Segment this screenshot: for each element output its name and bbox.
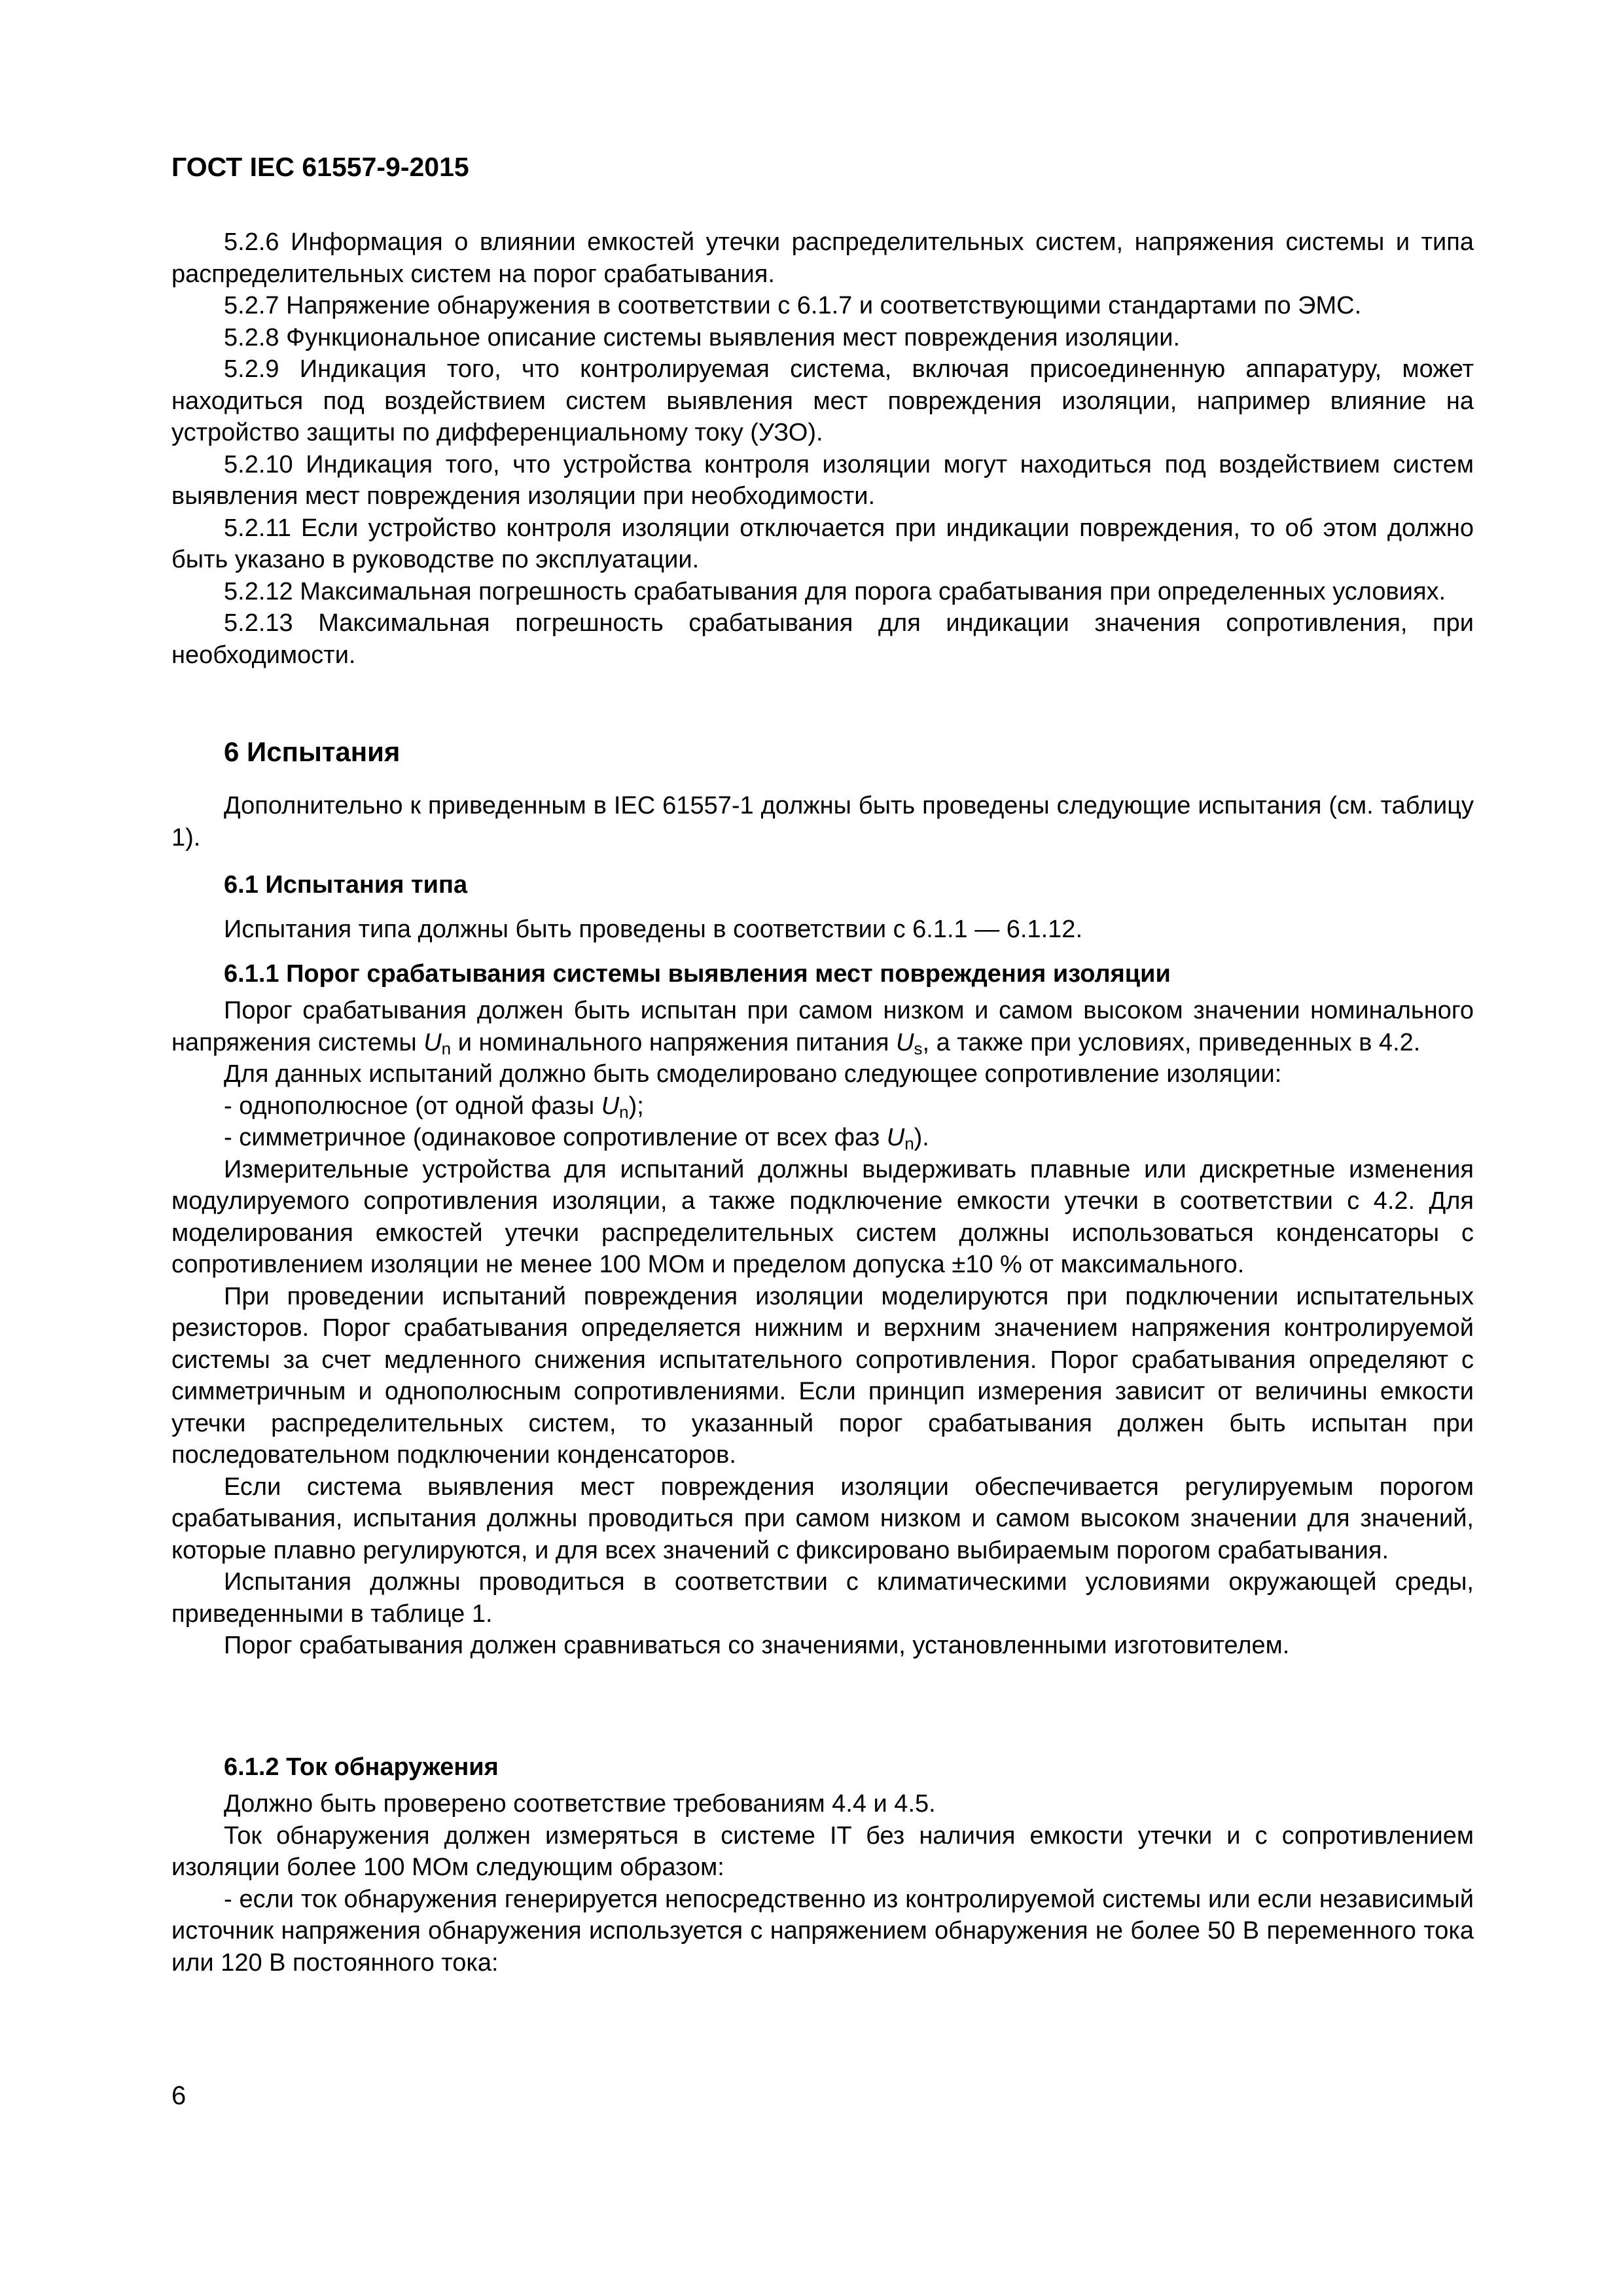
text-run: ).: [914, 1124, 929, 1151]
section-6-intro: Дополнительно к приведенным в IEC 61557-1 должны быть проведены следующие испытания (см. таблицу 1).: [171, 792, 1474, 852]
section-6-1-2: [171, 1751, 1474, 1783]
text-run: Порог срабатывания должен быть испытан при самом низком и самом высоком значении номинального напряжения системы: [171, 997, 1474, 1056]
section-6-1-2-title: 6.1.2 Ток обнаружения: [224, 1753, 499, 1781]
document-header: ГОСТ IEC 61557-9-2015: [171, 152, 469, 182]
section-6-1-1-p5: Измерительные устройства для испытаний должны выдерживать плавные или дискретные изменения модулируемого сопротивления изоляции, а также подключение емкости утечки в соответствии с 4.2. Для моделирования емкостей утечки распределительных систем должны использоваться конденсаторы с сопротивлением изоляции не менее 100 МОм и пределом допуска ±10 % от максимального.: [171, 1155, 1474, 1278]
subscript-n: n: [904, 1134, 914, 1153]
section-6-1-1-p4: [171, 1122, 1474, 1154]
paragraph-5-2-9: 5.2.9 Индикация того, что контролируемая система, включая присоединенную аппаратуру, может находиться под воздействием систем выявления мест повреждения изоляции, например влияние на устройство защиты по дифференциальному току (УЗО).: [171, 355, 1474, 446]
paragraph-5-2-8: 5.2.8 Функциональное описание системы выявления мест повреждения изоляции.: [224, 323, 1181, 351]
subscript-s: s: [914, 1038, 923, 1058]
section-6-1-1-title: 6.1.1 Порог срабатывания системы выявления мест повреждения изоляции: [224, 960, 1171, 988]
section-6-title: 6 Испытания: [224, 736, 401, 767]
section-6-1-2-p1: Должно быть проверено соответствие требованиям 4.4 и 4.5.: [224, 1790, 936, 1818]
section-6-1-text-block: [171, 914, 1474, 946]
section-6-1-1-p8: Испытания должны проводиться в соответствии с климатическими условиями окружающей среды, приведенными в таблице 1.: [171, 1568, 1474, 1628]
subscript-n: n: [619, 1102, 629, 1122]
section-6-1-1-p6: При проведении испытаний повреждения изоляции моделируются при подключении испытательных резисторов. Порог срабатывания определяется нижним и верхним значением напряжения контролируемой системы за счет медленного снижения испытательного сопротивления. Порог срабатывания определяют с симметричным и однополюсным сопротивлениями. Если принцип измерения зависит от величины емкости утечки распределительных систем, то указанный порог срабатывания должен быть испытан при последовательном подключении конденсаторов.: [171, 1282, 1474, 1469]
section-6-1: [171, 869, 1474, 901]
section-6-intro-block: [171, 790, 1474, 853]
text-run: - симметричное (одинаковое сопротивление от всех фаз: [224, 1124, 887, 1151]
page-number: 6: [171, 2081, 187, 2110]
section-6-1-2-p3: - если ток обнаружения генерируется непосредственно из контролируемой системы или если независимый источник напряжения обнаружения используется с напряжением обнаружения не более 50 В переменного тока или 120 В постоянного тока:: [171, 1885, 1474, 1977]
section-6-1-1-body: [171, 995, 1474, 1662]
paragraph-5-2-10: 5.2.10 Индикация того, что устройства контроля изоляции могут находиться под воздействием систем выявления мест повреждения изоляции при необходимости.: [171, 450, 1474, 510]
text-run: );: [628, 1092, 644, 1120]
subscript-n: n: [441, 1038, 452, 1058]
section-6: [171, 736, 1474, 768]
section-6-1-2-p2: Ток обнаружения должен измеряться в системе IT без наличия емкости утечки и с сопротивлением изоляции более 100 МОм следующим образом:: [171, 1821, 1474, 1881]
paragraph-5-2-6: 5.2.6 Информация о влиянии емкостей утечки распределительных систем, напряжения системы и типа распределительных систем на порог срабатывания.: [171, 228, 1474, 288]
section-6-1-text: Испытания типа должны быть проведены в соответствии с 6.1.1 — 6.1.12.: [224, 916, 1083, 943]
paragraph-5-2-7: 5.2.7 Напряжение обнаружения в соответствии с 6.1.7 и соответствующими стандартами по ЭМС.: [224, 292, 1362, 319]
text-run: , а также при условиях, приведенных в 4.2.: [922, 1028, 1421, 1056]
section-6-1-1: [171, 958, 1474, 990]
text-run: и номинального напряжения питания: [451, 1028, 897, 1056]
paragraph-5-2-13: 5.2.13 Максимальная погрешность срабатывания для индикации значения сопротивления, при необходимости.: [171, 609, 1474, 669]
section-6-1-title: 6.1 Испытания типа: [224, 871, 468, 899]
text-run: - однополюсное (от одной фазы: [224, 1092, 601, 1120]
requirements-list-5-2: [171, 226, 1474, 671]
section-6-1-1-p9: Порог срабатывания должен сравниваться со значениями, установленными изготовителем.: [224, 1632, 1290, 1659]
paragraph-5-2-11: 5.2.11 Если устройство контроля изоляции отключается при индикации повреждения, то об этом должно быть указано в руководстве по эксплуатации.: [171, 514, 1474, 573]
section-6-1-1-p1: [171, 995, 1474, 1058]
symbol-u: U: [896, 1028, 914, 1056]
paragraph-5-2-12: 5.2.12 Максимальная погрешность срабатывания для порога срабатывания при определенных условиях.: [224, 577, 1446, 605]
symbol-u: U: [886, 1124, 905, 1151]
section-6-1-1-p3: [171, 1090, 1474, 1122]
symbol-u: U: [423, 1028, 442, 1056]
symbol-u: U: [601, 1092, 620, 1120]
section-6-1-1-p2: Для данных испытаний должно быть смоделировано следующее сопротивление изоляции:: [224, 1060, 1282, 1088]
section-6-1-1-p7: Если система выявления мест повреждения изоляции обеспечивается регулируемым порогом срабатывания, испытания должны проводиться при самом низком и самом высоком значении для значений, которые плавно регулируются, и для всех значений с фиксировано выбираемым порогом срабатывания.: [171, 1473, 1474, 1564]
section-6-1-2-body: [171, 1788, 1474, 1979]
